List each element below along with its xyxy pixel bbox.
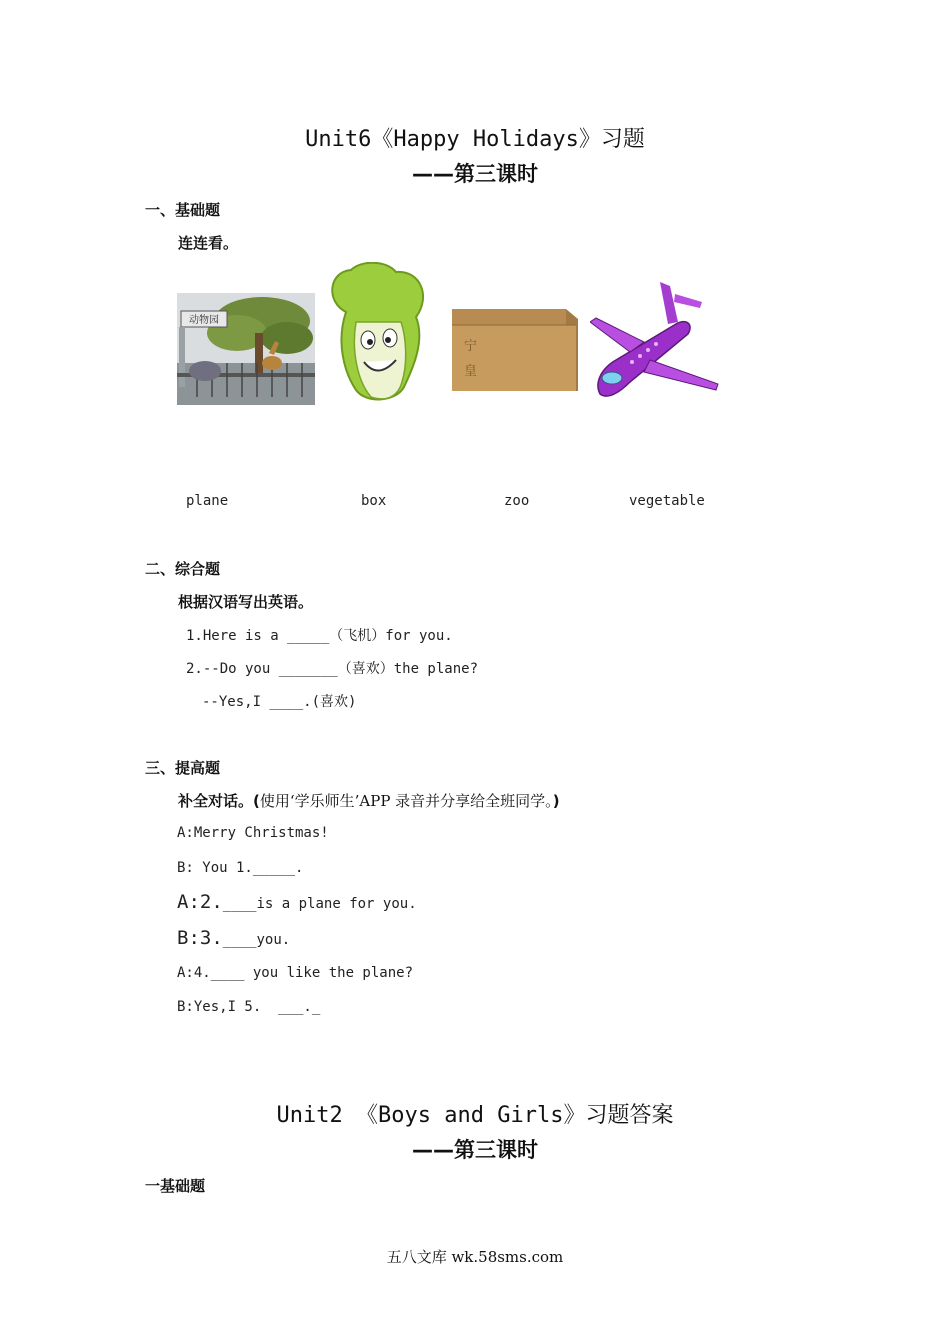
page-title: Unit6《Happy Holidays》习题: [305, 127, 645, 152]
section2-instruction: 根据汉语写出英语。: [178, 593, 314, 611]
dialogue-line: A:2.____is a plane for you.: [177, 891, 417, 913]
plane-picture: [590, 282, 720, 406]
footer-watermark: 五八文库 wk.58sms.com: [386, 1248, 564, 1266]
dialogue-line: A:4.____ you like the plane?: [177, 965, 414, 981]
dialogue-line: B:Yes,I 5. ___._: [177, 999, 321, 1015]
answers-subtitle: ——第三课时: [412, 1138, 538, 1162]
exercise-line: 2.--Do you _______（喜欢）the plane?: [186, 661, 479, 677]
word-item: vegetable: [629, 493, 705, 509]
section1-instruction: 连连看。: [178, 234, 239, 252]
zoo-sign-text: 动物园: [189, 315, 219, 326]
exercise-line: --Yes,I ____.(喜欢): [202, 694, 357, 710]
dialogue-line: B:3.____you.: [177, 927, 291, 949]
section3-heading: 三、提高题: [145, 759, 221, 777]
word-item: plane: [186, 493, 229, 509]
dialogue-line: A:Merry Christmas!: [177, 825, 329, 841]
svg-text:皇: 皇: [464, 364, 478, 379]
zoo-picture: [177, 293, 315, 405]
vegetable-picture: [316, 262, 440, 405]
page-subtitle: ——第三课时: [412, 162, 538, 186]
box-picture: [446, 295, 591, 405]
section2-heading: 二、综合题: [145, 560, 221, 578]
exercise-line: 1.Here is a _____（飞机）for you.: [186, 628, 453, 644]
section1-heading: 一、基础题: [145, 201, 221, 219]
answers-heading: 一基础题: [145, 1177, 206, 1195]
dialogue-line: B: You 1._____.: [177, 860, 304, 876]
word-item: zoo: [504, 493, 530, 509]
section3-instruction: 补全对话。(使用‘学乐师生’APP 录音并分享给全班同学。): [178, 792, 560, 810]
word-item: box: [361, 493, 387, 509]
svg-text:宁: 宁: [464, 339, 478, 354]
answers-title: Unit2 《Boys and Girls》习题答案: [276, 1103, 674, 1128]
